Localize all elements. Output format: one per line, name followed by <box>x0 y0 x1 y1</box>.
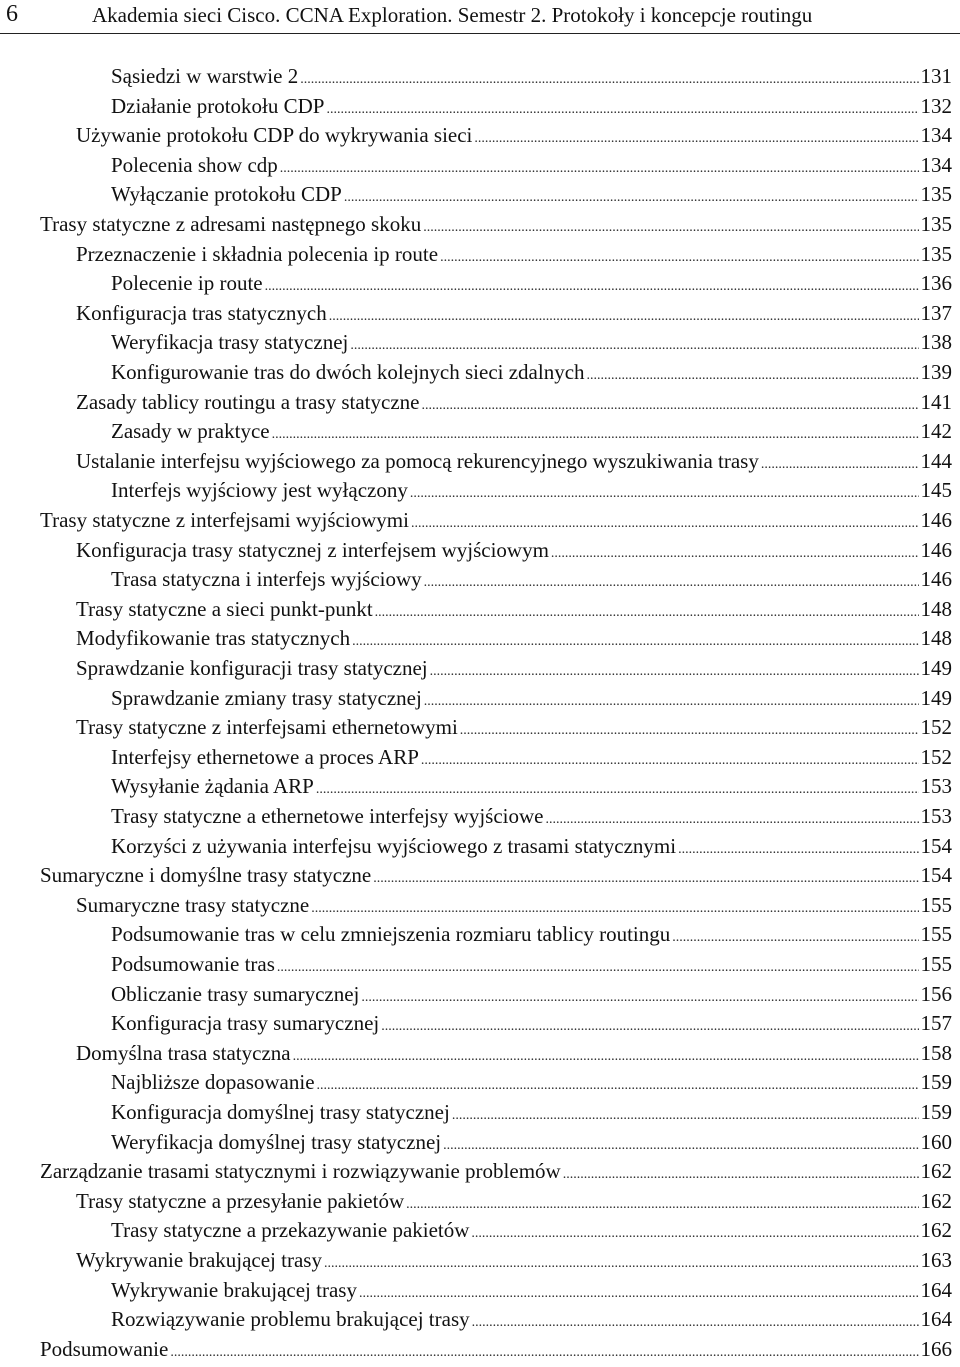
toc-entry-page-number: 153 <box>920 774 952 799</box>
dot-leader <box>406 1187 918 1220</box>
dot-leader <box>300 62 918 95</box>
toc-entry[interactable] <box>111 92 952 122</box>
toc-entry-page-number: 138 <box>920 330 952 355</box>
toc-entry[interactable] <box>76 1039 952 1069</box>
toc-entry-title: Wysyłanie żądania ARP <box>111 774 314 799</box>
toc-entry-title: Podsumowanie tras <box>111 952 275 976</box>
toc-entry-title: Podsumowanie <box>40 1336 169 1361</box>
toc-entry[interactable] <box>111 565 952 595</box>
toc-entry[interactable] <box>111 1276 952 1306</box>
dot-leader <box>317 1068 919 1101</box>
toc-entry-title: Sumaryczne trasy statyczne <box>76 892 310 917</box>
toc-entry-page-number: 159 <box>920 1100 952 1124</box>
toc-entry[interactable] <box>111 1305 952 1335</box>
dot-leader <box>265 269 919 302</box>
toc-entry-title: Konfiguracja trasy statycznej z interfejsem wyjściowym <box>76 537 549 562</box>
toc-entry-page-number: 152 <box>920 715 952 740</box>
toc-entry[interactable] <box>76 624 952 654</box>
toc-entry[interactable] <box>76 388 952 418</box>
toc-entry-page-number: 134 <box>920 152 952 177</box>
toc-entry-page-number: 135 <box>920 182 952 207</box>
toc-entry[interactable] <box>111 1068 952 1098</box>
toc-entry-title: Weryfikacja trasy statycznej <box>111 330 349 355</box>
toc-entry-page-number: 156 <box>920 981 952 1006</box>
toc-entry[interactable] <box>111 62 952 92</box>
toc-entry[interactable] <box>111 180 952 210</box>
toc-entry-title: Zasady tablicy routingu a trasy statyczne <box>76 389 420 414</box>
dot-leader <box>474 121 918 154</box>
dot-leader <box>452 1098 919 1131</box>
toc-entry-page-number: 154 <box>920 833 952 858</box>
toc-entry-title: Trasy statyczne a ethernetowe interfejsy wyjściowe <box>111 804 544 828</box>
toc-entry-title: Wykrywanie brakującej trasy <box>76 1248 322 1272</box>
toc-entry-title: Działanie protokołu CDP <box>111 93 325 118</box>
dot-leader <box>352 624 918 657</box>
toc-entry[interactable] <box>76 1187 952 1217</box>
toc-entry[interactable] <box>76 891 952 921</box>
dot-leader <box>316 772 919 805</box>
toc-entry-title: Wyłączanie protokołu CDP <box>111 182 342 207</box>
toc-entry-title: Trasy statyczne z interfejsami ethernetowymi <box>76 715 458 740</box>
page-number: 6 <box>6 1 18 27</box>
dot-leader <box>329 299 919 332</box>
toc-entry-page-number: 149 <box>920 685 952 710</box>
toc-entry[interactable] <box>40 1157 952 1187</box>
toc-entry-title: Sumaryczne i domyślne trasy statyczne <box>40 863 372 888</box>
dot-leader <box>410 476 919 509</box>
dot-leader <box>440 240 918 273</box>
toc-entry[interactable] <box>111 684 952 714</box>
toc-entry[interactable] <box>76 299 952 329</box>
dot-leader <box>293 1039 919 1072</box>
dot-leader <box>551 536 919 569</box>
toc-entry-page-number: 155 <box>920 952 952 976</box>
toc-entry-title: Trasy statyczne a przekazywanie pakietów <box>111 1218 470 1243</box>
toc-entry-page-number: 155 <box>920 892 952 917</box>
dot-leader <box>375 595 919 628</box>
toc-entry-title: Sprawdzanie zmiany trasy statycznej <box>111 685 422 710</box>
toc-entry-title: Korzyści z używania interfejsu wyjściowego z trasami statycznymi <box>111 833 677 858</box>
toc-entry-page-number: 164 <box>920 1307 952 1332</box>
toc-entry[interactable] <box>76 240 952 270</box>
page-header <box>0 0 960 32</box>
dot-leader <box>672 920 918 953</box>
dot-leader <box>587 358 919 391</box>
toc-entry-page-number: 131 <box>920 64 952 88</box>
toc-entry-title: Interfejs wyjściowy jest wyłączony <box>111 478 408 503</box>
toc-entry-title: Polecenia show cdp <box>111 152 278 177</box>
toc-entry[interactable] <box>40 506 952 536</box>
toc-entry[interactable] <box>76 595 952 625</box>
toc-entry[interactable] <box>111 269 952 299</box>
toc-entry[interactable] <box>76 447 952 477</box>
toc-entry[interactable] <box>111 328 952 358</box>
toc-entry-page-number: 134 <box>920 123 952 148</box>
toc-entry-title: Trasy statyczne a przesyłanie pakietów <box>76 1188 405 1213</box>
toc-entry-page-number: 162 <box>920 1159 952 1184</box>
toc-entry-title: Konfigurowanie tras do dwóch kolejnych sieci zdalnych <box>111 360 585 384</box>
dot-leader <box>430 654 919 687</box>
toc-entry-page-number: 135 <box>920 241 952 266</box>
toc-entry-page-number: 145 <box>920 478 952 503</box>
toc-entry[interactable] <box>111 358 952 388</box>
toc-entry-title: Wykrywanie brakującej trasy <box>111 1277 357 1302</box>
dot-leader <box>678 832 918 865</box>
dot-leader <box>373 861 918 894</box>
toc-entry-title: Konfiguracja domyślnej trasy statycznej <box>111 1100 450 1124</box>
dot-leader <box>472 1305 919 1338</box>
toc-entry-page-number: 157 <box>920 1011 952 1036</box>
toc-entry-page-number: 158 <box>920 1040 952 1065</box>
toc-entry[interactable] <box>111 832 952 862</box>
toc-entry[interactable] <box>76 121 952 151</box>
header-divider <box>0 33 960 34</box>
toc-entry-page-number: 146 <box>920 537 952 562</box>
toc-entry-title: Używanie protokołu CDP do wykrywania sieci <box>76 123 473 148</box>
toc-entry-page-number: 137 <box>920 300 952 325</box>
toc-entry[interactable] <box>111 743 952 773</box>
toc-entry-page-number: 139 <box>920 360 952 384</box>
dot-leader <box>411 506 919 539</box>
toc-entry[interactable] <box>111 476 952 506</box>
toc-entry[interactable] <box>111 151 952 181</box>
toc-entry-title: Sprawdzanie konfiguracji trasy statycznej <box>76 656 428 680</box>
dot-leader <box>423 210 918 243</box>
toc-entry-page-number: 142 <box>920 419 952 444</box>
toc-entry[interactable] <box>76 713 952 743</box>
toc-entry-title: Obliczanie trasy sumarycznej <box>111 981 360 1006</box>
toc-entry[interactable] <box>76 536 952 566</box>
toc-entry-page-number: 135 <box>920 212 952 236</box>
toc-entry-page-number: 154 <box>920 863 952 888</box>
toc-entry-page-number: 141 <box>920 389 952 414</box>
dot-leader <box>170 1335 918 1367</box>
toc-entry-page-number: 149 <box>920 656 952 680</box>
toc-entry-title: Polecenie ip route <box>111 271 263 296</box>
toc-entry-page-number: 136 <box>920 271 952 296</box>
toc-entry-title: Trasy statyczne a sieci punkt-punkt <box>76 596 373 621</box>
toc-entry-page-number: 159 <box>920 1070 952 1095</box>
dot-leader <box>359 1276 919 1309</box>
dot-leader <box>761 447 919 480</box>
dot-leader <box>443 1128 918 1161</box>
dot-leader <box>277 950 919 983</box>
toc-entry-title: Trasy statyczne z adresami następnego skoku <box>40 212 422 236</box>
toc-entry[interactable] <box>111 772 952 802</box>
toc-entry[interactable] <box>111 1009 952 1039</box>
toc-entry-page-number: 146 <box>920 567 952 592</box>
dot-leader <box>424 684 919 717</box>
dot-leader <box>421 743 919 776</box>
dot-leader <box>421 388 918 421</box>
toc-entry-title: Weryfikacja domyślnej trasy statycznej <box>111 1129 442 1154</box>
toc-entry-title: Trasy statyczne z interfejsami wyjściowymi <box>40 508 409 532</box>
dot-leader <box>471 1216 918 1249</box>
toc-entry[interactable] <box>111 417 952 447</box>
toc-entry-title: Rozwiązywanie problemu brakującej trasy <box>111 1307 470 1332</box>
dot-leader <box>311 891 918 924</box>
toc-entry-title: Podsumowanie tras w celu zmniejszenia rozmiaru tablicy routingu <box>111 922 671 947</box>
toc-entry-title: Konfiguracja tras statycznych <box>76 300 327 325</box>
toc-entry-title: Ustalanie interfejsu wyjściowego za pomocą rekurencyjnego wyszukiwania trasy <box>76 448 759 473</box>
toc-entry-page-number: 164 <box>920 1277 952 1302</box>
toc-entry-title: Konfiguracja trasy sumarycznej <box>111 1011 380 1036</box>
dot-leader <box>381 1009 918 1042</box>
toc-entry[interactable] <box>111 1216 952 1246</box>
toc-entry-title: Trasa statyczna i interfejs wyjściowy <box>111 567 422 592</box>
toc-entry-title: Interfejsy ethernetowe a proces ARP <box>111 744 419 769</box>
toc-entry[interactable] <box>111 920 952 950</box>
dot-leader <box>361 980 918 1013</box>
dot-leader <box>546 802 919 835</box>
toc-entry[interactable] <box>40 210 952 240</box>
toc-entry[interactable] <box>111 950 952 980</box>
dot-leader <box>280 151 919 184</box>
toc-entry-page-number: 163 <box>920 1248 952 1272</box>
toc-entry-page-number: 146 <box>920 508 952 532</box>
toc-entry-title: Domyślna trasa statyczna <box>76 1040 291 1065</box>
toc-entry[interactable] <box>76 1246 952 1276</box>
toc-entry-page-number: 155 <box>920 922 952 947</box>
toc-entry-title: Sąsiedzi w warstwie 2 <box>111 64 299 88</box>
dot-leader <box>326 92 918 125</box>
dot-leader <box>424 565 919 598</box>
toc-entry-page-number: 144 <box>920 448 952 473</box>
toc-entry-page-number: 152 <box>920 744 952 769</box>
toc-entry-page-number: 148 <box>920 626 952 651</box>
toc-entry[interactable] <box>76 654 952 684</box>
toc-entry-title: Modyfikowanie tras statycznych <box>76 626 351 651</box>
toc-entry[interactable] <box>111 802 952 832</box>
toc-entry-title: Zarządzanie trasami statycznymi i rozwiązywanie problemów <box>40 1159 561 1184</box>
toc-entry-page-number: 166 <box>920 1336 952 1361</box>
toc-entry-page-number: 148 <box>920 596 952 621</box>
toc-entry-title: Najbliższe dopasowanie <box>111 1070 315 1095</box>
dot-leader <box>460 713 919 746</box>
toc-entry-page-number: 162 <box>920 1188 952 1213</box>
toc-entry-page-number: 153 <box>920 804 952 828</box>
dot-leader <box>272 417 919 450</box>
dot-leader <box>563 1157 919 1190</box>
toc-entry[interactable] <box>111 980 952 1010</box>
toc-entry-page-number: 160 <box>920 1129 952 1154</box>
toc-entry[interactable] <box>40 861 952 891</box>
dot-leader <box>344 180 919 213</box>
toc-entry[interactable] <box>111 1128 952 1158</box>
toc-entry[interactable] <box>111 1098 952 1128</box>
dot-leader <box>350 328 918 361</box>
running-header-title: Akademia sieci Cisco. CCNA Exploration. Semestr 2. Protokoły i koncepcje routingu <box>92 3 813 27</box>
toc-entry-page-number: 132 <box>920 93 952 118</box>
toc-entry-title: Przeznaczenie i składnia polecenia ip route <box>76 241 439 266</box>
toc-entry[interactable] <box>40 1335 952 1365</box>
toc-entry-page-number: 162 <box>920 1218 952 1243</box>
toc-entry-title: Zasady w praktyce <box>111 419 270 444</box>
dot-leader <box>324 1246 919 1279</box>
